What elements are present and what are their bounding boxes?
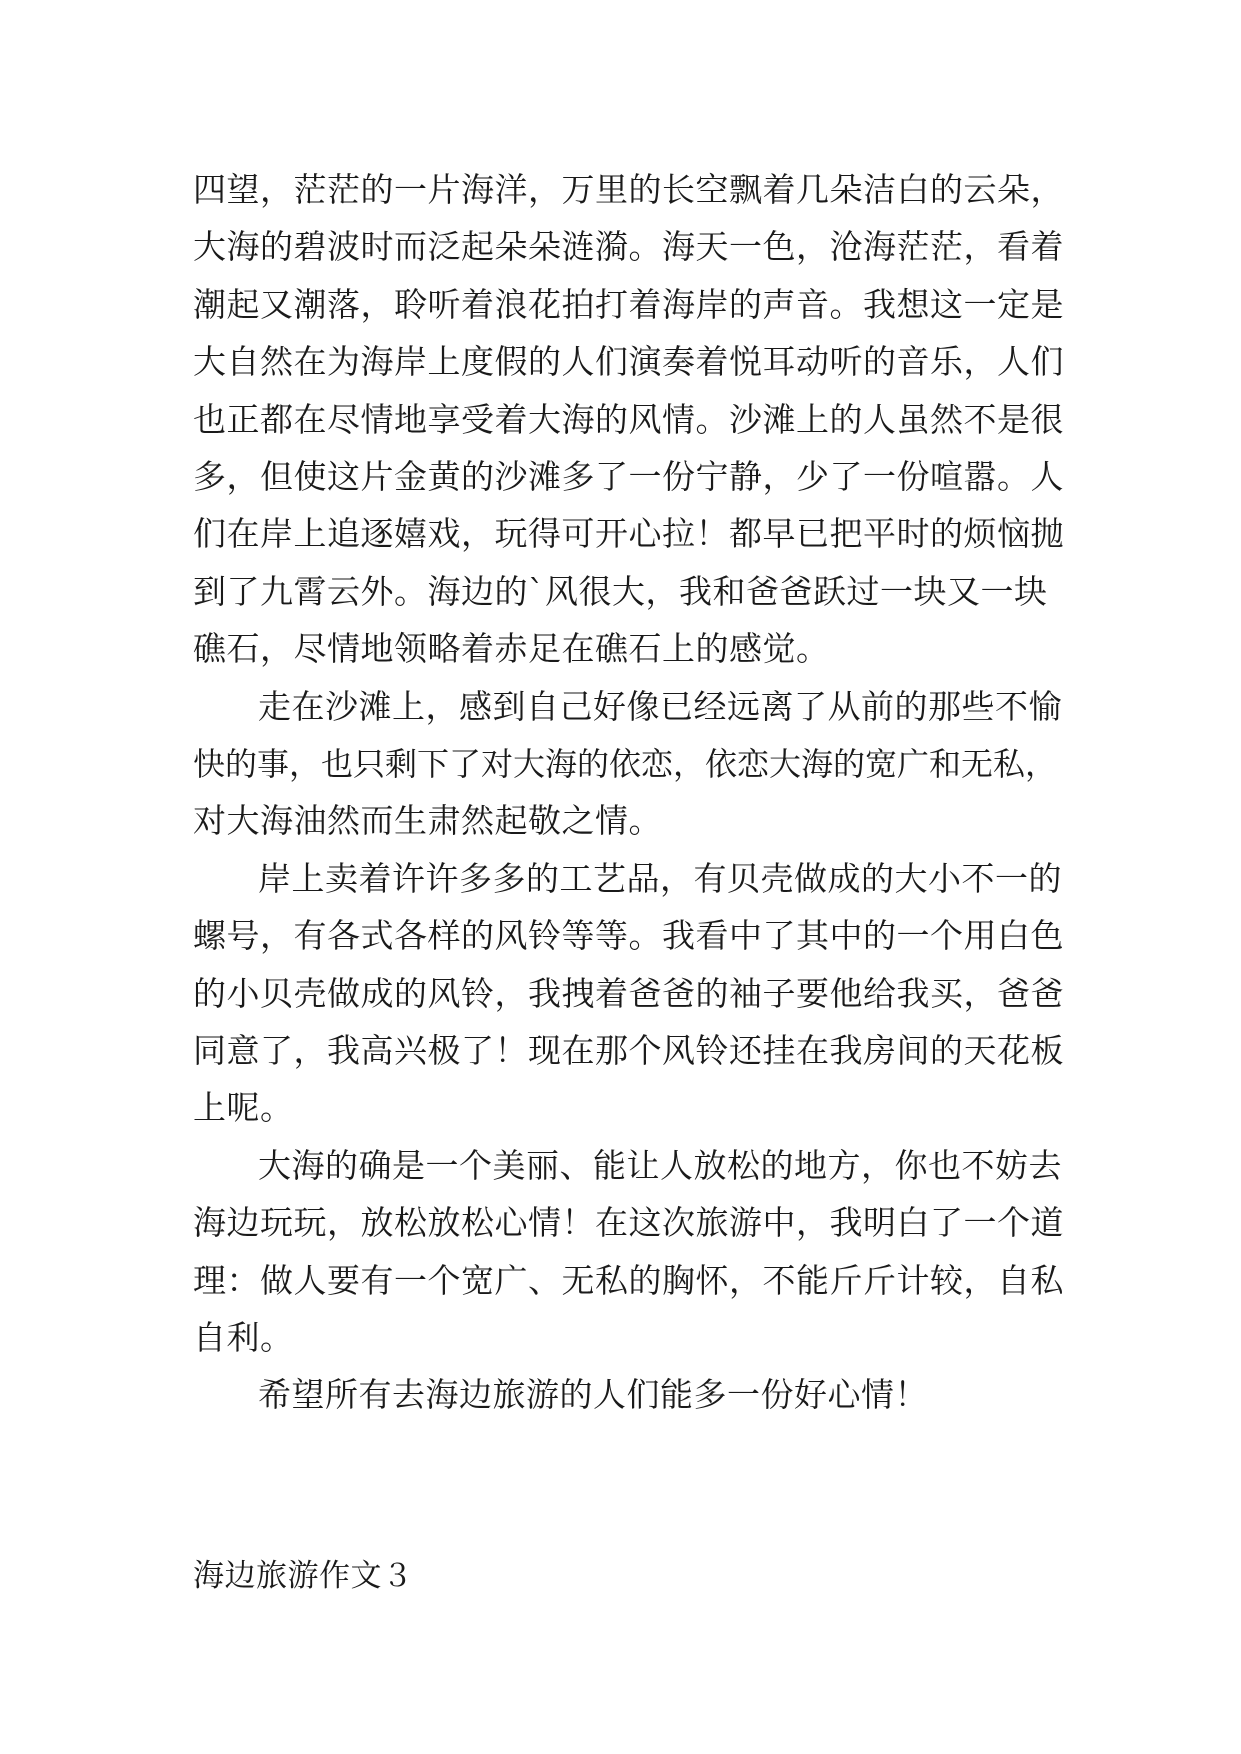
- paragraph-1-line-3: 潮起又潮落，聆听着浪花拍打着海岸的声音。我想这一定是: [193, 285, 1064, 324]
- paragraph-4-line-4: 自利。: [193, 1318, 294, 1357]
- paragraph-1-line-8: 到了九霄云外。海边的`风很大，我和爸爸跃过一块又一块: [193, 572, 1048, 611]
- paragraph-2-line-2: 快的事，也只剩下了对大海的依恋，依恋大海的宽广和无私，: [193, 745, 1058, 783]
- paragraph-3-line-5: 上呢。: [193, 1088, 294, 1127]
- paragraph-1-line-1: 四望，茫茫的一片海洋，万里的长空飘着几朵洁白的云朵，: [193, 170, 1064, 209]
- paragraph-4-line-2: 海边玩玩，放松放松心情！在这次旅游中，我明白了一个道: [193, 1203, 1064, 1242]
- paragraph-4-line-1: 大海的确是一个美丽、能让人放松的地方，你也不妨去: [258, 1146, 1062, 1185]
- paragraph-1-line-2: 大海的碧波时而泛起朵朵涟漪。海天一色，沧海茫茫，看着: [193, 227, 1064, 266]
- section-heading: 海边旅游作文３: [193, 1558, 414, 1594]
- paragraph-4-line-3: 理：做人要有一个宽广、无私的胸怀，不能斤斤计较，自私: [193, 1261, 1064, 1300]
- paragraph-5-line-1: 希望所有去海边旅游的人们能多一份好心情！: [258, 1375, 928, 1414]
- paragraph-1-line-4: 大自然在为海岸上度假的人们演奏着悦耳动听的音乐，人们: [193, 342, 1064, 381]
- paragraph-3-line-3: 的小贝壳做成的风铃，我拽着爸爸的袖子要他给我买，爸爸: [193, 974, 1064, 1013]
- paragraph-2-line-3: 对大海油然而生肃然起敬之情。: [193, 801, 662, 840]
- paragraph-3-line-4: 同意了，我高兴极了！现在那个风铃还挂在我房间的天花板: [193, 1031, 1064, 1070]
- paragraph-3-line-1: 岸上卖着许许多多的工艺品，有贝壳做成的大小不一的: [258, 859, 1062, 898]
- paragraph-3-line-2: 螺号，有各式各样的风铃等等。我看中了其中的一个用白色: [193, 916, 1064, 955]
- paragraph-2-line-1: 走在沙滩上，感到自己好像已经远离了从前的那些不愉: [258, 687, 1062, 726]
- paragraph-1-line-5: 也正都在尽情地享受着大海的风情。沙滩上的人虽然不是很: [193, 400, 1064, 439]
- paragraph-1-line-7: 们在岸上追逐嬉戏，玩得可开心拉！都早已把平时的烦恼抛: [193, 514, 1064, 553]
- paragraph-1-line-6: 多，但使这片金黄的沙滩多了一份宁静，少了一份喧嚣。人: [193, 457, 1064, 496]
- paragraph-1-line-9: 礁石，尽情地领略着赤足在礁石上的感觉。: [193, 629, 830, 668]
